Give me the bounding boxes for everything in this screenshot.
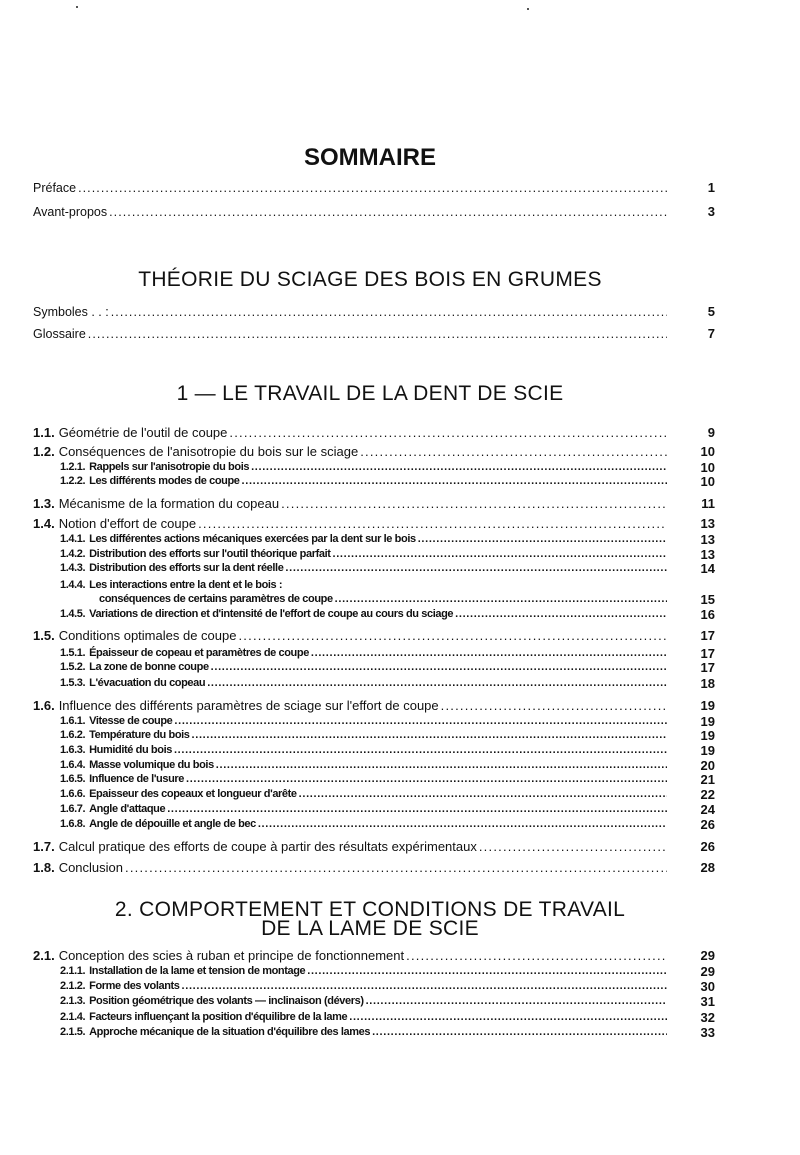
dot-leader bbox=[109, 205, 667, 219]
entry-page-number: 26 bbox=[700, 817, 715, 832]
entry-label: Position géométrique des volants — inclinaison (dévers) bbox=[89, 995, 364, 1007]
dot-leader bbox=[174, 744, 667, 756]
entry-label: Facteurs influençant la position d'équilibre de la lame bbox=[89, 1011, 348, 1023]
toc-entry bbox=[99, 593, 667, 605]
chapter-2-title-line-1: 2. COMPORTEMENT ET CONDITIONS DE TRAVAIL bbox=[114, 898, 626, 921]
toc-entry bbox=[33, 425, 667, 440]
dot-leader bbox=[211, 661, 667, 673]
dot-leader bbox=[251, 461, 667, 473]
dot-leader bbox=[366, 995, 667, 1007]
toc-entry bbox=[33, 839, 667, 854]
entry-label: Symboles . . : bbox=[33, 305, 109, 319]
entry-number: 1.4.4. bbox=[60, 579, 86, 591]
entry-number: 1.5.2. bbox=[60, 661, 86, 673]
entry-page-number: 3 bbox=[707, 204, 715, 219]
dot-leader bbox=[186, 773, 667, 785]
dot-leader bbox=[242, 475, 667, 487]
entry-page-number: 14 bbox=[700, 561, 715, 576]
toc-entry bbox=[33, 305, 667, 319]
dot-leader bbox=[441, 698, 667, 713]
entry-number: 2.1.5. bbox=[60, 1026, 86, 1038]
entry-label: Avant-propos bbox=[33, 205, 108, 219]
entry-page-number: 20 bbox=[700, 758, 715, 773]
entry-page-number: 10 bbox=[700, 474, 715, 489]
toc-entry bbox=[60, 647, 667, 659]
toc-entry bbox=[33, 181, 667, 195]
dot-leader bbox=[182, 980, 667, 992]
toc-entry bbox=[60, 461, 667, 473]
scan-speck bbox=[76, 6, 78, 8]
entry-label: Vitesse de coupe bbox=[89, 715, 173, 727]
entry-number: 1.4. bbox=[33, 516, 55, 531]
entry-label: Influence de l'usure bbox=[89, 773, 184, 785]
toc-entry bbox=[33, 698, 667, 713]
toc-entry bbox=[60, 788, 667, 800]
dot-leader bbox=[125, 860, 667, 875]
entry-page-number: 15 bbox=[700, 592, 715, 607]
entry-page-number: 10 bbox=[700, 460, 715, 475]
entry-number: 1.6.2. bbox=[60, 729, 86, 741]
entry-label: L'évacuation du copeau bbox=[89, 677, 206, 689]
toc-entry bbox=[33, 444, 667, 459]
toc-entry bbox=[60, 965, 667, 977]
toc-entry bbox=[33, 860, 667, 875]
entry-page-number: 31 bbox=[700, 994, 715, 1009]
toc-entry bbox=[33, 516, 667, 531]
entry-number: 1.6.4. bbox=[60, 759, 86, 771]
entry-number: 1.5.3. bbox=[60, 677, 86, 689]
dot-leader bbox=[258, 818, 667, 830]
toc-entry bbox=[60, 773, 667, 785]
entry-label: Forme des volants bbox=[89, 980, 180, 992]
dot-leader bbox=[335, 593, 667, 605]
entry-page-number: 13 bbox=[700, 532, 715, 547]
entry-label: Conditions optimales de coupe bbox=[58, 628, 237, 643]
entry-number: 1.6.5. bbox=[60, 773, 86, 785]
entry-page-number: 21 bbox=[700, 772, 715, 787]
entry-page-number: 7 bbox=[707, 326, 715, 341]
dot-leader bbox=[216, 759, 667, 771]
dot-leader bbox=[167, 803, 667, 815]
dot-leader bbox=[406, 948, 667, 963]
dot-leader bbox=[299, 788, 667, 800]
entry-page-number: 16 bbox=[700, 607, 715, 622]
entry-number: 1.6.8. bbox=[60, 818, 86, 830]
entry-page-number: 33 bbox=[700, 1025, 715, 1040]
toc-entry bbox=[60, 715, 667, 727]
toc-entry bbox=[33, 628, 667, 643]
entry-label: Angle de dépouille et angle de bec bbox=[89, 818, 256, 830]
entry-page-number: 1 bbox=[707, 180, 715, 195]
dot-leader bbox=[455, 608, 667, 620]
entry-label: Conception des scies à ruban et principe de fonctionnement bbox=[58, 948, 405, 963]
entry-page-number: 19 bbox=[700, 728, 715, 743]
entry-label: Installation de la lame et tension de montage bbox=[89, 965, 306, 977]
entry-number: 1.4.3. bbox=[60, 562, 86, 574]
entry-label: conséquences de certains paramètres de coupe bbox=[99, 593, 333, 605]
toc-entry bbox=[60, 661, 667, 673]
entry-label: Epaisseur des copeaux et longueur d'arête bbox=[89, 788, 297, 800]
entry-label: Rappels sur l'anisotropie du bois bbox=[89, 461, 250, 473]
entry-number: 2.1.3. bbox=[60, 995, 86, 1007]
entry-number: 1.8. bbox=[33, 860, 55, 875]
entry-label: Épaisseur de copeau et paramètres de coupe bbox=[89, 647, 309, 659]
entry-page-number: 11 bbox=[701, 496, 715, 511]
toc-entry bbox=[60, 475, 667, 487]
entry-label: Température du bois bbox=[89, 729, 190, 741]
entry-label: Conséquences de l'anisotropie du bois sur le sciage bbox=[58, 444, 359, 459]
part-title: THÉORIE DU SCIAGE DES BOIS EN GRUMES bbox=[138, 268, 602, 291]
dot-leader bbox=[238, 628, 667, 643]
entry-page-number: 19 bbox=[700, 698, 715, 713]
entry-page-number: 17 bbox=[700, 646, 715, 661]
dot-leader bbox=[311, 647, 667, 659]
toc-entry bbox=[60, 980, 667, 992]
toc-entry bbox=[60, 608, 667, 620]
toc-entry bbox=[60, 818, 667, 830]
entry-number: 1.6.7. bbox=[60, 803, 86, 815]
toc-entry bbox=[60, 562, 667, 574]
toc-entry bbox=[60, 803, 667, 815]
entry-label: Angle d'attaque bbox=[89, 803, 166, 815]
toc-entry bbox=[60, 995, 667, 1007]
entry-page-number: 29 bbox=[700, 964, 715, 979]
entry-page-number: 19 bbox=[700, 714, 715, 729]
dot-leader bbox=[192, 729, 667, 741]
entry-number: 1.6.1. bbox=[60, 715, 86, 727]
entry-label: Approche mécanique de la situation d'équilibre des lames bbox=[89, 1026, 371, 1038]
toc-entry bbox=[33, 327, 667, 341]
entry-number: 1.5.1. bbox=[60, 647, 86, 659]
entry-number: 2.1.4. bbox=[60, 1011, 86, 1023]
dot-leader bbox=[418, 533, 667, 545]
dot-leader bbox=[88, 327, 667, 341]
dot-leader bbox=[78, 181, 667, 195]
entry-label: Variations de direction et d'intensité de l'effort de coupe au cours du sciage bbox=[89, 608, 454, 620]
entry-page-number: 19 bbox=[700, 743, 715, 758]
entry-page-number: 13 bbox=[700, 516, 715, 531]
page-title: SOMMAIRE bbox=[304, 144, 436, 171]
dot-leader bbox=[360, 444, 667, 459]
entry-label: Mécanisme de la formation du copeau bbox=[58, 496, 280, 511]
entry-label: Glossaire bbox=[33, 327, 86, 341]
entry-number: 1.6.6. bbox=[60, 788, 86, 800]
entry-label: Humidité du bois bbox=[89, 744, 172, 756]
entry-number: 1.6.3. bbox=[60, 744, 86, 756]
entry-label: Notion d'effort de coupe bbox=[58, 516, 197, 531]
chapter-1-title: 1 — LE TRAVAIL DE LA DENT DE SCIE bbox=[176, 382, 564, 405]
entry-page-number: 29 bbox=[700, 948, 715, 963]
toc-entry bbox=[60, 579, 667, 591]
entry-page-number: 28 bbox=[700, 860, 715, 875]
entry-page-number: 17 bbox=[700, 628, 715, 643]
entry-number: 1.6. bbox=[33, 698, 55, 713]
dot-leader bbox=[285, 562, 667, 574]
entry-page-number: 10 bbox=[700, 444, 715, 459]
entry-label: Conclusion bbox=[58, 860, 124, 875]
entry-page-number: 24 bbox=[700, 802, 715, 817]
dot-leader bbox=[281, 496, 667, 511]
entry-page-number: 22 bbox=[700, 787, 715, 802]
entry-label: Masse volumique du bois bbox=[89, 759, 214, 771]
entry-page-number: 17 bbox=[700, 660, 715, 675]
entry-label: Les différents modes de coupe bbox=[89, 475, 240, 487]
dot-leader bbox=[479, 839, 667, 854]
entry-label: Distribution des efforts sur la dent réelle bbox=[89, 562, 284, 574]
dot-leader bbox=[333, 548, 668, 560]
chapter-2-title-line-2: DE LA LAME DE SCIE bbox=[261, 917, 479, 940]
entry-page-number: 5 bbox=[707, 304, 715, 319]
toc-entry bbox=[33, 205, 667, 219]
entry-number: 1.4.1. bbox=[60, 533, 86, 545]
entry-number: 1.3. bbox=[33, 496, 55, 511]
entry-page-number: 9 bbox=[707, 425, 715, 440]
toc-entry bbox=[33, 496, 667, 511]
entry-number: 1.4.5. bbox=[60, 608, 86, 620]
toc-entry bbox=[60, 729, 667, 741]
entry-label: Géométrie de l'outil de coupe bbox=[58, 425, 228, 440]
dot-leader bbox=[372, 1026, 667, 1038]
scan-speck bbox=[527, 8, 529, 10]
toc-entry bbox=[60, 744, 667, 756]
entry-number: 1.4.2. bbox=[60, 548, 86, 560]
entry-page-number: 13 bbox=[700, 547, 715, 562]
toc-entry bbox=[60, 533, 667, 545]
entry-label: La zone de bonne coupe bbox=[89, 661, 209, 673]
entry-label: Distribution des efforts sur l'outil théorique parfait bbox=[89, 548, 331, 560]
dot-leader bbox=[307, 965, 667, 977]
entry-label: Les interactions entre la dent et le bois : bbox=[89, 579, 283, 591]
entry-label: Influence des différents paramètres de sciage sur l'effort de coupe bbox=[58, 698, 439, 713]
dot-leader bbox=[229, 425, 667, 440]
entry-number: 2.1.1. bbox=[60, 965, 86, 977]
entry-number: 1.2.1. bbox=[60, 461, 86, 473]
toc-entry bbox=[60, 759, 667, 771]
entry-number: 1.1. bbox=[33, 425, 55, 440]
entry-number: 1.5. bbox=[33, 628, 55, 643]
dot-leader bbox=[174, 715, 667, 727]
toc-entry bbox=[60, 677, 667, 689]
dot-leader bbox=[198, 516, 667, 531]
entry-page-number: 18 bbox=[700, 676, 715, 691]
toc-entry bbox=[60, 1011, 667, 1023]
entry-label: Préface bbox=[33, 181, 77, 195]
dot-leader bbox=[207, 677, 667, 689]
dot-leader bbox=[349, 1011, 667, 1023]
toc-entry bbox=[60, 1026, 667, 1038]
dot-leader bbox=[111, 305, 667, 319]
toc-entry bbox=[33, 948, 667, 963]
entry-page-number: 32 bbox=[700, 1010, 715, 1025]
entry-label: Les différentes actions mécaniques exercées par la dent sur le bois bbox=[89, 533, 416, 545]
entry-number: 1.2. bbox=[33, 444, 55, 459]
entry-number: 1.2.2. bbox=[60, 475, 86, 487]
toc-entry bbox=[60, 548, 667, 560]
entry-number: 1.7. bbox=[33, 839, 55, 854]
entry-number: 2.1.2. bbox=[60, 980, 86, 992]
entry-label: Calcul pratique des efforts de coupe à partir des résultats expérimentaux bbox=[58, 839, 477, 854]
entry-page-number: 30 bbox=[700, 979, 715, 994]
entry-number: 2.1. bbox=[33, 948, 55, 963]
entry-page-number: 26 bbox=[700, 839, 715, 854]
